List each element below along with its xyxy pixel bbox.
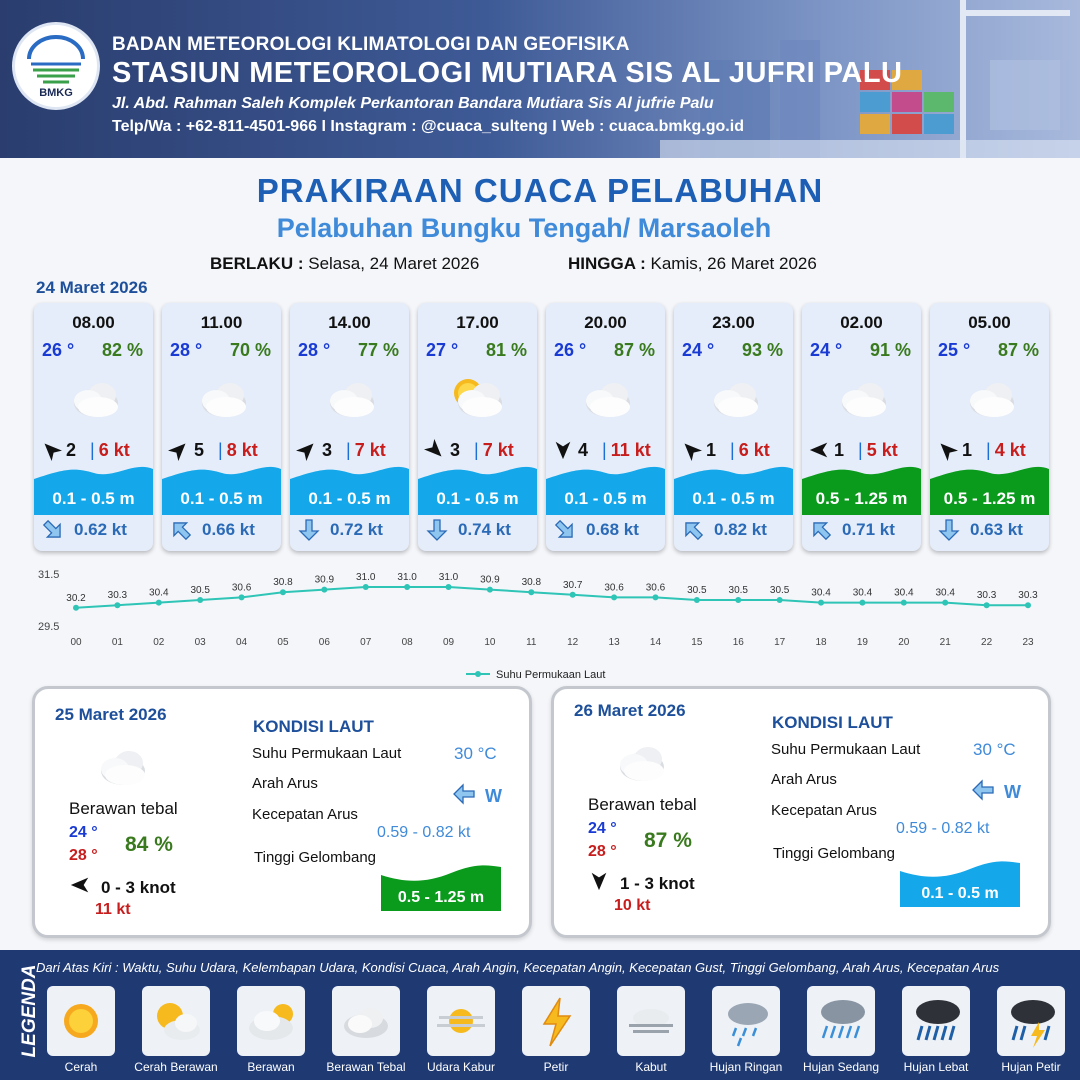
- current-speed: 0.63 kt: [970, 520, 1023, 539]
- sst-point: [156, 600, 162, 606]
- sst-data-label: 30.3: [1018, 590, 1038, 602]
- sst-data-label: 30.2: [66, 592, 86, 604]
- legend-description: Dari Atas Kiri : Waktu, Suhu Udara, Kelembapan Udara, Kondisi Cuaca, Arah Angin, Kecepatan Angin, Kecepatan Gust, Tinggi Gelombang, Arah Arus, Kecepatan Arus: [36, 960, 1000, 975]
- air-temperature: 24 °: [810, 340, 843, 360]
- x-tick-label: 03: [194, 637, 206, 648]
- wind-speed: 3: [322, 439, 333, 460]
- cloudy-icon: [62, 373, 126, 421]
- forecast-card: [930, 303, 1049, 551]
- daily-wave-height: 0.5 - 1.25 m: [397, 889, 485, 906]
- sst-data-label: 30.7: [562, 579, 583, 591]
- x-tick-label: 16: [732, 637, 744, 648]
- current-direction-icon: [168, 517, 194, 543]
- y-tick-label: 31.5: [38, 569, 60, 581]
- current-direction: [970, 777, 1021, 808]
- cloudy-icon: [830, 373, 894, 421]
- cloudy-icon: [958, 373, 1022, 421]
- daily-wind: [69, 874, 176, 901]
- legend-icon-box: [522, 986, 590, 1056]
- daily-humidity: 84 %: [125, 833, 173, 856]
- header-banner: [0, 0, 1080, 158]
- sst-data-label: 30.8: [273, 577, 293, 589]
- forecast-card: [674, 303, 793, 551]
- valid-from: [210, 254, 479, 274]
- fog-icon: [623, 994, 679, 1048]
- sst-data-label: 30.5: [687, 585, 707, 596]
- sst-data-label: 31.0: [438, 572, 459, 583]
- separator: |: [346, 439, 351, 460]
- wind-info: [680, 439, 770, 461]
- sst-data-label: 30.6: [231, 582, 252, 594]
- x-tick-label: 12: [567, 637, 579, 648]
- daily-date: 26 Maret 2026: [574, 701, 686, 720]
- separator: |: [474, 439, 479, 460]
- wind-direction-icon: [936, 439, 958, 461]
- sst-point: [901, 600, 907, 606]
- forecast-time: 05.00: [968, 313, 1011, 332]
- wind-direction-icon: [552, 439, 574, 461]
- day1-date: 24 Maret 2026: [36, 278, 148, 297]
- daily-humidity: 87 %: [644, 829, 692, 852]
- daily-wind-range: 1 - 3 knot: [620, 873, 695, 893]
- air-temperature: 27 °: [426, 340, 459, 360]
- temp-max: 28 °: [69, 847, 98, 864]
- legend-item: [419, 986, 503, 1074]
- gust-speed: 7 kt: [354, 439, 386, 460]
- sst-data-label: 30.3: [976, 590, 997, 602]
- legend-item: [324, 986, 408, 1074]
- legend-title: LEGENDA: [19, 964, 40, 1058]
- current-direction-value: W: [485, 786, 502, 806]
- current-info: [424, 517, 511, 543]
- x-tick-label: 20: [898, 637, 910, 648]
- sst-series-line: [76, 587, 1028, 608]
- x-tick-label: 08: [401, 637, 413, 648]
- wind-direction-icon: [424, 439, 446, 461]
- legend-item: [609, 986, 693, 1074]
- forecast-card: [34, 303, 153, 551]
- wind-info: [40, 439, 130, 461]
- wind-speed: 3: [450, 439, 461, 460]
- sst-point: [611, 594, 617, 600]
- current-speed-label: Kecepatan Arus: [771, 802, 877, 819]
- gust-speed: 8 kt: [226, 439, 258, 460]
- legend-icon-box: [807, 986, 875, 1056]
- legend-icon-box: [47, 986, 115, 1056]
- legend-icon-box: [617, 986, 685, 1056]
- separator: |: [858, 439, 863, 460]
- x-tick-label: 13: [608, 637, 620, 648]
- legend-icon-box: [902, 986, 970, 1056]
- sst-point: [321, 587, 327, 593]
- legend-swatch-dot: [475, 671, 481, 677]
- wind-info: [424, 439, 514, 461]
- station-address: Jl. Abd. Rahman Saleh Komplek Perkantoran Bandara Mutiara Sis Al jufrie Palu: [112, 95, 714, 112]
- thick-cloud-icon: [338, 994, 394, 1048]
- forecast-card: [162, 303, 281, 551]
- sst-point: [528, 589, 534, 595]
- humidity: 91 %: [869, 340, 911, 360]
- x-tick-label: 02: [153, 637, 165, 648]
- legend-item-label: Hujan Ringan: [709, 1060, 783, 1074]
- wind-speed: 1: [706, 439, 717, 460]
- legend-item: [799, 986, 883, 1074]
- x-tick-label: 23: [1022, 637, 1034, 648]
- current-direction-value: W: [1004, 782, 1021, 802]
- sun-icon: [53, 994, 109, 1048]
- x-tick-label: 14: [649, 637, 662, 648]
- sst-point: [197, 597, 203, 603]
- current-direction-label: Arah Arus: [771, 771, 837, 788]
- current-direction-icon: [970, 777, 996, 808]
- wave-height: 0.1 - 0.5 m: [692, 489, 775, 508]
- sst-data-label: 30.4: [894, 587, 914, 599]
- forecast-time: 08.00: [72, 313, 115, 332]
- legend-item-label: Hujan Sedang: [802, 1060, 880, 1074]
- page-title: PRAKIRAAN CUACA PELABUHAN: [256, 172, 824, 209]
- sst-point: [446, 584, 452, 590]
- gust-speed: 6 kt: [98, 439, 130, 460]
- legend-icon-box: [142, 986, 210, 1056]
- current-info: [552, 517, 639, 543]
- sst-point: [859, 600, 865, 606]
- current-info: [40, 517, 127, 543]
- x-tick-label: 22: [981, 637, 993, 648]
- gust-speed: 11 kt: [610, 439, 651, 460]
- sst-data-label: 31.0: [356, 572, 376, 583]
- sst-data-label: 30.6: [645, 582, 666, 594]
- current-info: [296, 517, 383, 543]
- current-speed: 0.71 kt: [842, 520, 895, 539]
- legend-item: [514, 986, 598, 1074]
- humidity: 77 %: [357, 340, 399, 360]
- page-subtitle: Pelabuhan Bungku Tengah/ Marsaoleh: [276, 213, 772, 243]
- x-tick-label: 18: [815, 637, 827, 648]
- legend-item-label: Cerah: [64, 1060, 98, 1074]
- air-temperature: 24 °: [682, 340, 715, 360]
- sea-condition-header: KONDISI LAUT: [772, 713, 893, 732]
- current-speed-range: 0.59 - 0.82 kt: [377, 824, 471, 841]
- thick-cloud-icon: [608, 737, 672, 785]
- humidity: 93 %: [741, 340, 783, 360]
- sst-data-label: 30.6: [604, 582, 624, 594]
- sst-data-label: 30.9: [314, 574, 335, 586]
- wind-direction-icon: [296, 439, 318, 461]
- x-tick-label: 00: [70, 637, 82, 648]
- forecast-card: [418, 303, 537, 551]
- wave-height: 0.1 - 0.5 m: [564, 489, 647, 508]
- separator: |: [730, 439, 735, 460]
- wind-info: [808, 439, 898, 461]
- light-rain-icon: [718, 994, 774, 1048]
- legend-item: [229, 986, 313, 1074]
- sst-label: Suhu Permukaan Laut: [252, 745, 402, 762]
- sst-data-label: 30.5: [769, 585, 790, 596]
- legend-icon-box: [237, 986, 305, 1056]
- lightning-icon: [528, 994, 584, 1048]
- legend-item: [894, 986, 978, 1074]
- sst-data-label: 30.4: [149, 587, 169, 599]
- forecast-time: 17.00: [456, 313, 499, 332]
- legend-item-label: Kabut: [635, 1060, 667, 1074]
- sst-point: [280, 589, 286, 595]
- valid-from-value: Selasa, 24 Maret 2026: [308, 254, 480, 273]
- x-tick-label: 21: [939, 637, 951, 648]
- sst-point: [239, 594, 245, 600]
- sst-label: Suhu Permukaan Laut: [771, 741, 921, 758]
- current-speed-label: Kecepatan Arus: [252, 806, 358, 823]
- y-tick-label: 29.5: [38, 621, 60, 633]
- wave-height: 0.5 - 1.25 m: [943, 489, 1036, 508]
- air-temperature: 26 °: [42, 340, 75, 360]
- forecast-card: [546, 303, 665, 551]
- sst-point: [73, 605, 79, 611]
- x-tick-label: 07: [360, 637, 372, 648]
- sst-point: [652, 594, 658, 600]
- legend-icon-box: [427, 986, 495, 1056]
- wind-speed: 4: [578, 439, 589, 460]
- x-tick-label: 05: [277, 637, 289, 648]
- moderate-rain-icon: [813, 994, 869, 1048]
- sst-chart: [30, 560, 1060, 685]
- sun-cloud-icon: [148, 994, 204, 1048]
- forecast-card: [802, 303, 921, 551]
- x-tick-label: 04: [236, 637, 248, 648]
- sst-point: [818, 600, 824, 606]
- current-info: [168, 517, 255, 543]
- sst-data-label: 30.4: [935, 587, 955, 599]
- legend-icon-box: [712, 986, 780, 1056]
- heavy-rain-icon: [908, 994, 964, 1048]
- sst-data-label: 30.9: [480, 574, 500, 586]
- wind-direction-icon: [588, 870, 610, 897]
- legend-item-label: Hujan Petir: [1001, 1060, 1061, 1074]
- wind-direction-icon: [168, 439, 190, 461]
- air-temperature: 28 °: [298, 340, 331, 360]
- wind-info: [168, 439, 258, 461]
- current-direction: [451, 781, 502, 812]
- wind-speed: 5: [194, 439, 205, 460]
- sst-point: [777, 597, 783, 603]
- daily-wind-range: 0 - 3 knot: [101, 877, 176, 897]
- sst-point: [1025, 602, 1031, 608]
- cloudy-icon: [702, 373, 766, 421]
- current-speed: 0.68 kt: [586, 520, 639, 539]
- sst-data-label: 30.4: [852, 587, 873, 599]
- wind-direction-icon: [69, 874, 91, 901]
- current-direction-icon: [808, 517, 834, 543]
- current-direction-icon: [680, 517, 706, 543]
- daily-gust: 10 kt: [614, 897, 651, 914]
- gust-speed: 6 kt: [738, 439, 770, 460]
- wave-height-label: Tinggi Gelombang: [254, 849, 377, 866]
- agency-name: BADAN METEOROLOGI KLIMATOLOGI DAN GEOFISIKA: [112, 34, 630, 55]
- valid-to: [568, 254, 817, 274]
- valid-from-label: BERLAKU :: [210, 254, 304, 273]
- forecast-time: 20.00: [584, 313, 627, 332]
- humidity: 87 %: [997, 340, 1039, 360]
- current-direction-icon: [451, 781, 477, 812]
- wind-direction-icon: [808, 439, 830, 461]
- sea-condition-header: KONDISI LAUT: [253, 717, 374, 736]
- wind-speed: 1: [834, 439, 845, 460]
- daily-date: 25 Maret 2026: [55, 705, 167, 724]
- sst-point: [735, 597, 741, 603]
- sst-data-label: 30.3: [107, 590, 128, 602]
- wind-direction-icon: [40, 439, 62, 461]
- valid-to-label: HINGGA :: [568, 254, 646, 273]
- current-direction-label: Arah Arus: [252, 775, 318, 792]
- wind-speed: 2: [66, 439, 77, 460]
- sst-value: 30 °C: [454, 744, 497, 763]
- sst-data-label: 30.4: [811, 587, 831, 599]
- current-speed: 0.72 kt: [330, 520, 383, 539]
- gust-speed: 7 kt: [482, 439, 514, 460]
- sst-point: [570, 592, 576, 598]
- legend-item: [704, 986, 788, 1074]
- x-tick-label: 11: [526, 637, 537, 648]
- bmkg-logo: [12, 22, 100, 110]
- wind-info: [296, 439, 386, 461]
- legend-item-label: Petir: [543, 1060, 569, 1074]
- wave-height: 0.1 - 0.5 m: [308, 489, 391, 508]
- forecast-time: 14.00: [328, 313, 371, 332]
- temp-min: 24 °: [588, 820, 617, 837]
- separator: |: [986, 439, 991, 460]
- humidity: 87 %: [613, 340, 655, 360]
- cloudy-icon: [190, 373, 254, 421]
- thick-cloud-icon: [89, 741, 153, 789]
- legend: [0, 950, 1080, 1080]
- sst-point: [694, 597, 700, 603]
- sst-data-label: 30.8: [521, 577, 542, 589]
- current-speed: 0.74 kt: [458, 520, 511, 539]
- legend-item: [134, 986, 218, 1074]
- haze-icon: [433, 994, 489, 1048]
- forecast-card: [290, 303, 409, 551]
- air-temperature: 26 °: [554, 340, 587, 360]
- gust-speed: 4 kt: [994, 439, 1026, 460]
- wave-height: 0.5 - 1.25 m: [815, 489, 908, 508]
- current-direction-icon: [552, 517, 578, 543]
- sst-data-label: 30.5: [728, 585, 748, 596]
- separator: |: [602, 439, 607, 460]
- x-tick-label: 10: [484, 637, 496, 648]
- sst-point: [984, 602, 990, 608]
- gust-speed: 5 kt: [866, 439, 898, 460]
- forecast-time: 11.00: [200, 313, 243, 332]
- current-info: [936, 517, 1023, 543]
- wind-info: [552, 439, 651, 461]
- daily-gust: 11 kt: [95, 901, 131, 918]
- air-temperature: 28 °: [170, 340, 203, 360]
- cloud-sun-icon: [243, 994, 299, 1048]
- current-speed: 0.82 kt: [714, 520, 767, 539]
- x-tick-label: 06: [318, 637, 330, 648]
- wave-height: 0.1 - 0.5 m: [180, 489, 263, 508]
- current-direction-icon: [296, 517, 322, 543]
- current-direction-icon: [40, 517, 66, 543]
- x-tick-label: 17: [774, 637, 786, 648]
- humidity: 82 %: [101, 340, 143, 360]
- sst-point: [487, 587, 493, 593]
- sst-point: [363, 584, 369, 590]
- x-tick-label: 09: [442, 637, 455, 648]
- legend-item-label: Berawan Tebal: [326, 1060, 406, 1074]
- current-info: [680, 517, 767, 543]
- cloudy-icon: [574, 373, 638, 421]
- humidity: 81 %: [485, 340, 527, 360]
- x-tick-label: 15: [691, 637, 703, 648]
- legend-item-label: Udara Kabur: [426, 1060, 496, 1074]
- daily-panel-1: [32, 686, 532, 938]
- current-speed: 0.66 kt: [202, 520, 255, 539]
- station-name: STASIUN METEOROLOGI MUTIARA SIS AL JUFRI PALU: [112, 57, 903, 89]
- x-tick-label: 01: [111, 637, 123, 648]
- current-direction-icon: [936, 517, 962, 543]
- wave-height: 0.1 - 0.5 m: [52, 489, 135, 508]
- air-temperature: 25 °: [938, 340, 971, 360]
- forecast-time: 02.00: [840, 313, 883, 332]
- logo-text: BMKG: [39, 87, 73, 99]
- separator: |: [90, 439, 95, 460]
- daily-panel-2: [551, 686, 1051, 938]
- legend-item-label: Cerah Berawan: [134, 1060, 218, 1074]
- valid-to-value: Kamis, 26 Maret 2026: [650, 254, 817, 273]
- legend-icon-box: [997, 986, 1065, 1056]
- humidity: 70 %: [229, 340, 271, 360]
- sst-point: [942, 600, 948, 606]
- current-direction-icon: [424, 517, 450, 543]
- legend-item-label: Berawan: [247, 1060, 295, 1074]
- legend-item: [39, 986, 123, 1074]
- temp-max: 28 °: [588, 843, 617, 860]
- partly-cloudy-icon: [446, 373, 510, 421]
- sst-point: [404, 584, 410, 590]
- sst-data-label: 31.0: [397, 572, 417, 583]
- wave-height: 0.1 - 0.5 m: [436, 489, 519, 508]
- wave-height-label: Tinggi Gelombang: [773, 845, 896, 862]
- wind-direction-icon: [680, 439, 702, 461]
- sst-point: [114, 602, 120, 608]
- wind-info: [936, 439, 1026, 461]
- forecast-time: 23.00: [712, 313, 755, 332]
- legend-item-label: Hujan Lebat: [903, 1060, 969, 1074]
- station-contact: Telp/Wa : +62-811-4501-966 I Instagram : @cuaca_sulteng I Web : cuaca.bmkg.go.id: [112, 118, 744, 135]
- sst-value: 30 °C: [973, 740, 1016, 759]
- current-speed-range: 0.59 - 0.82 kt: [896, 820, 990, 837]
- chart-legend-label: Suhu Permukaan Laut: [496, 669, 606, 681]
- cloudy-icon: [318, 373, 382, 421]
- daily-wave-height: 0.1 - 0.5 m: [921, 885, 999, 902]
- separator: |: [218, 439, 223, 460]
- current-info: [808, 517, 895, 543]
- temp-min: 24 °: [69, 824, 98, 841]
- x-tick-label: 19: [856, 637, 868, 648]
- daily-condition: Berawan tebal: [588, 795, 697, 814]
- wind-speed: 1: [962, 439, 973, 460]
- thunderstorm-icon: [1003, 994, 1059, 1048]
- daily-wind: [588, 870, 695, 897]
- legend-icon-box: [332, 986, 400, 1056]
- sst-data-label: 30.5: [190, 585, 210, 596]
- legend-item: [989, 986, 1073, 1074]
- daily-condition: Berawan tebal: [69, 799, 178, 818]
- current-speed: 0.62 kt: [74, 520, 127, 539]
